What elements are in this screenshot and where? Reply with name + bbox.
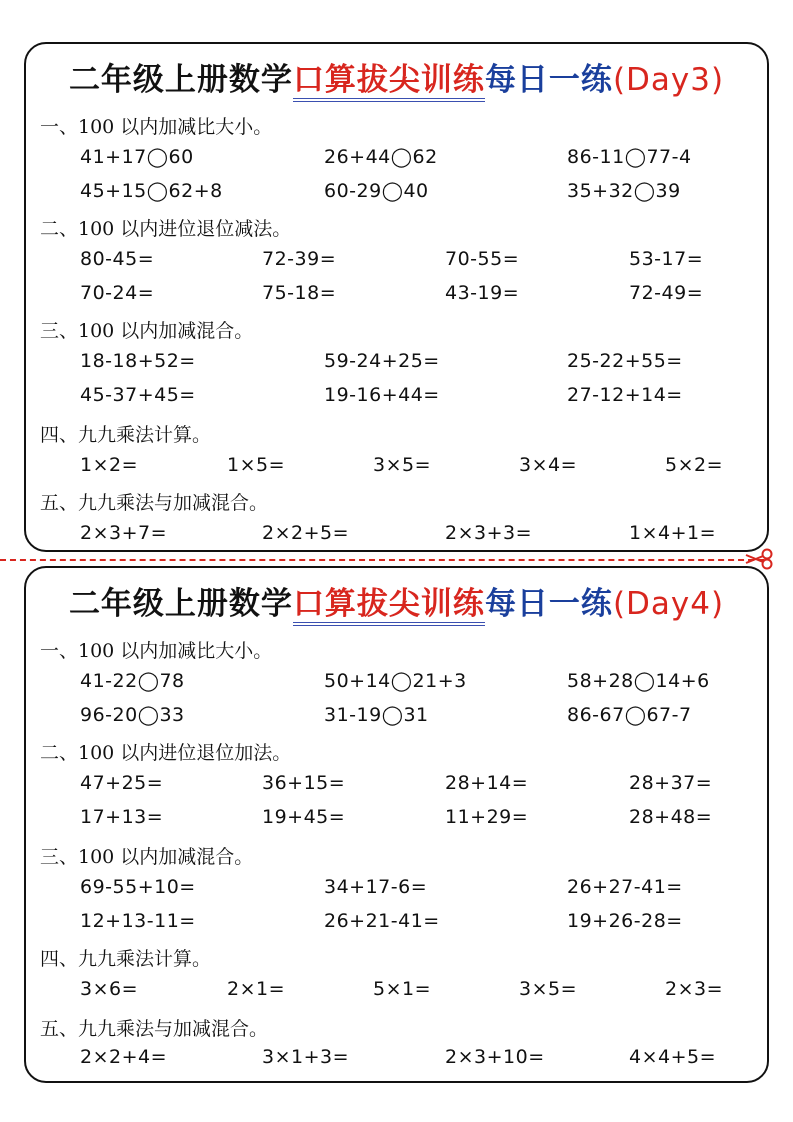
section-heading-subtraction: 二、100 以内进位退位减法。	[40, 218, 292, 240]
problem: 35+32◯39	[567, 180, 681, 202]
worksheet-card-day4	[24, 566, 769, 1083]
problem: 2×3=	[665, 978, 724, 1000]
problem: 2×2+5=	[262, 522, 350, 544]
problem: 47+25=	[80, 772, 164, 794]
problem: 19+45=	[262, 806, 346, 828]
problem: 53-17=	[629, 248, 704, 270]
section-heading-compare: 一、100 以内加减比大小。	[40, 640, 273, 662]
title-daily: 每日一练	[484, 586, 613, 622]
problem: 2×2+4=	[80, 1046, 168, 1068]
problem: 25-22+55=	[567, 350, 683, 372]
section-heading-mult-mixed: 五、九九乘法与加减混合。	[40, 1018, 269, 1040]
problem: 19+26-28=	[567, 910, 683, 932]
problem: 2×3+10=	[445, 1046, 545, 1068]
problem-row	[26, 522, 767, 548]
problem: 5×2=	[665, 454, 724, 476]
problem: 3×6=	[80, 978, 139, 1000]
problem-row	[26, 248, 767, 274]
problem: 59-24+25=	[324, 350, 440, 372]
problem: 72-49=	[629, 282, 704, 304]
problem-row	[26, 282, 767, 308]
problem: 80-45=	[80, 248, 155, 270]
title-day: (Day4)	[612, 586, 725, 622]
problem: 26+27-41=	[567, 876, 683, 898]
problem: 2×3+7=	[80, 522, 168, 544]
problem: 45-37+45=	[80, 384, 196, 406]
problem-row	[26, 876, 767, 902]
problem: 5×1=	[373, 978, 432, 1000]
problem: 1×4+1=	[629, 522, 717, 544]
problem: 36+15=	[262, 772, 346, 794]
problem: 3×4=	[519, 454, 578, 476]
section-heading-addition: 二、100 以内进位退位加法。	[40, 742, 292, 764]
problem: 75-18=	[262, 282, 337, 304]
problem: 72-39=	[262, 248, 337, 270]
section-heading-mixed: 三、100 以内加减混合。	[40, 846, 254, 868]
problem: 11+29=	[445, 806, 529, 828]
problem: 43-19=	[445, 282, 520, 304]
problem: 26+21-41=	[324, 910, 440, 932]
title-grade: 二年级上册数学	[68, 62, 293, 98]
cut-line	[0, 559, 764, 561]
problem-row	[26, 146, 767, 172]
problem-row	[26, 806, 767, 832]
problem: 17+13=	[80, 806, 164, 828]
problem: 3×1+3=	[262, 1046, 350, 1068]
problem: 50+14◯21+3	[324, 670, 467, 692]
problem: 41+17◯60	[80, 146, 194, 168]
problem: 58+28◯14+6	[567, 670, 710, 692]
section-heading-compare: 一、100 以内加减比大小。	[40, 116, 273, 138]
problem: 27-12+14=	[567, 384, 683, 406]
worksheet-title	[26, 54, 767, 99]
section-heading-multiplication: 四、九九乘法计算。	[40, 424, 212, 446]
title-grade: 二年级上册数学	[68, 586, 293, 622]
problem: 3×5=	[373, 454, 432, 476]
problem: 45+15◯62+8	[80, 180, 223, 202]
problem: 70-24=	[80, 282, 155, 304]
problem-row	[26, 180, 767, 206]
problem: 69-55+10=	[80, 876, 196, 898]
problem-row	[26, 978, 767, 1004]
problem: 26+44◯62	[324, 146, 438, 168]
problem-row	[26, 704, 767, 730]
title-daily: 每日一练	[484, 62, 613, 98]
worksheet-title	[26, 578, 767, 623]
problem-row	[26, 670, 767, 696]
problem: 28+37=	[629, 772, 713, 794]
section-heading-multiplication: 四、九九乘法计算。	[40, 948, 212, 970]
problem: 34+17-6=	[324, 876, 428, 898]
problem-row	[26, 350, 767, 376]
problem-row	[26, 910, 767, 936]
problem: 86-67◯67-7	[567, 704, 692, 726]
problem-row	[26, 772, 767, 798]
problem: 2×3+3=	[445, 522, 533, 544]
problem: 18-18+52=	[80, 350, 196, 372]
problem: 41-22◯78	[80, 670, 185, 692]
title-day: (Day3)	[612, 62, 725, 98]
problem: 86-11◯77-4	[567, 146, 692, 168]
problem-row	[26, 1046, 767, 1072]
problem: 28+14=	[445, 772, 529, 794]
title-training: 口算拔尖训练	[293, 586, 485, 626]
problem: 3×5=	[519, 978, 578, 1000]
problem: 28+48=	[629, 806, 713, 828]
title-training: 口算拔尖训练	[293, 62, 485, 102]
problem: 19-16+44=	[324, 384, 440, 406]
problem: 2×1=	[227, 978, 286, 1000]
problem: 1×5=	[227, 454, 286, 476]
problem: 96-20◯33	[80, 704, 185, 726]
section-heading-mixed: 三、100 以内加减混合。	[40, 320, 254, 342]
worksheet-card-day3	[24, 42, 769, 552]
section-heading-mult-mixed: 五、九九乘法与加减混合。	[40, 492, 269, 514]
problem: 4×4+5=	[629, 1046, 717, 1068]
problem: 1×2=	[80, 454, 139, 476]
problem: 12+13-11=	[80, 910, 196, 932]
problem: 60-29◯40	[324, 180, 429, 202]
problem: 70-55=	[445, 248, 520, 270]
problem-row	[26, 454, 767, 480]
problem: 31-19◯31	[324, 704, 429, 726]
problem-row	[26, 384, 767, 410]
